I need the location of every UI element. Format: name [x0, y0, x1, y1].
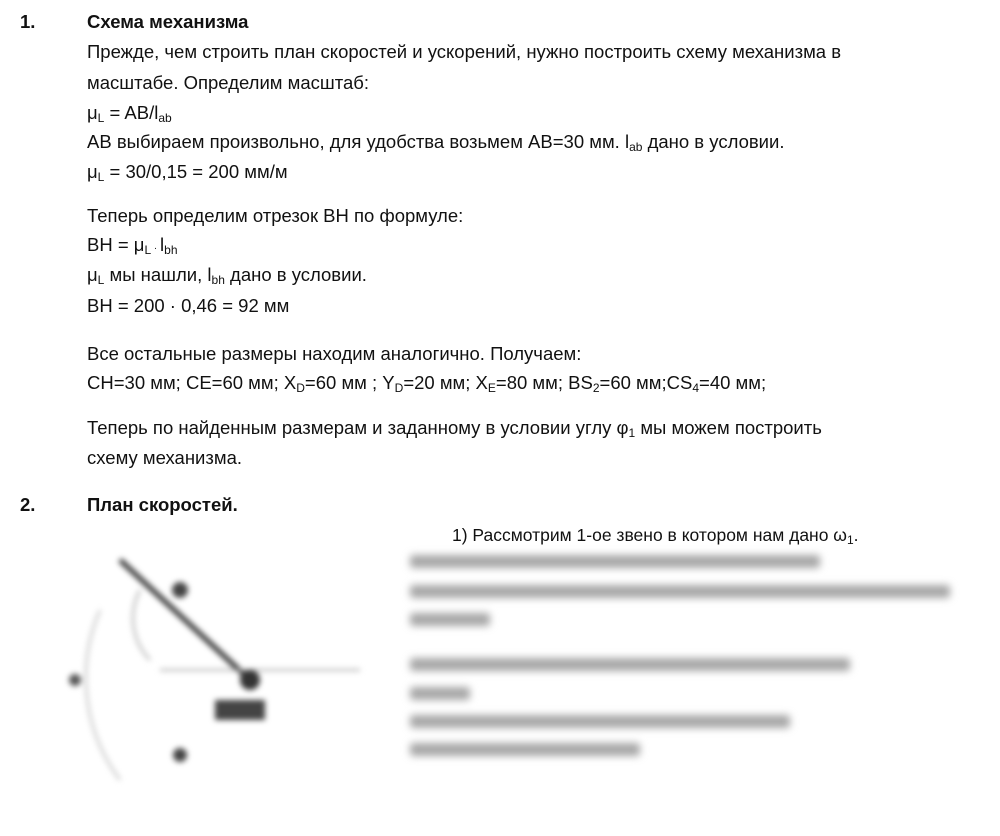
- paragraph-line: Все остальные размеры находим аналогично. Получаем:: [87, 343, 582, 364]
- section-title: План скоростей.: [87, 494, 238, 515]
- section-title: Схема механизма: [87, 11, 249, 32]
- paragraph-line: схему механизма.: [87, 447, 243, 468]
- formula-scale-value: $\mu_L = 30/0,15 = 200$ мм/м: [87, 161, 288, 184]
- list-item: 1) Рассмотрим 1-ое звено в котором нам дано $\omega_1$.: [452, 525, 859, 547]
- formula-scale: $\mu_L = AB/l_{ab}$: [87, 102, 172, 125]
- paragraph-line: Теперь определим отрезок BH по формуле:: [87, 205, 464, 226]
- section-number: 2.: [20, 494, 36, 515]
- paragraph-line: Теперь по найденным размерам и заданному в условии углу $\varphi_1$ мы можем построить: [87, 417, 822, 440]
- blurred-text-block: [410, 555, 970, 775]
- paragraph-line: $\mu_L$ мы нашли, $l_{bh}$ дано в условии.: [87, 264, 367, 287]
- formula-bh: BH = $\mu_L \cdot l_{bh}$: [87, 234, 178, 257]
- dimensions-line: CH=30 мм; CE=60 мм; $X_D=60$ мм ; $Y_D=20$ мм; $X_E=80$ мм; $BS_2=60$ $мм;CS_4=40$ мм;: [87, 372, 767, 395]
- paragraph-line: AB выбираем произвольно, для удобства возьмем AB=30 мм. $l_{ab}$ дано в условии.: [87, 131, 785, 154]
- section-number: 1.: [20, 11, 36, 32]
- paragraph-line: масштабе. Определим масштаб:: [87, 72, 370, 93]
- paragraph-line: Прежде, чем строить план скоростей и ускорений, нужно построить схему механизма в: [87, 41, 842, 62]
- formula-bh-value: BH = 200 · 0,46 = 92 мм: [87, 295, 290, 316]
- mechanism-diagram: [60, 530, 360, 790]
